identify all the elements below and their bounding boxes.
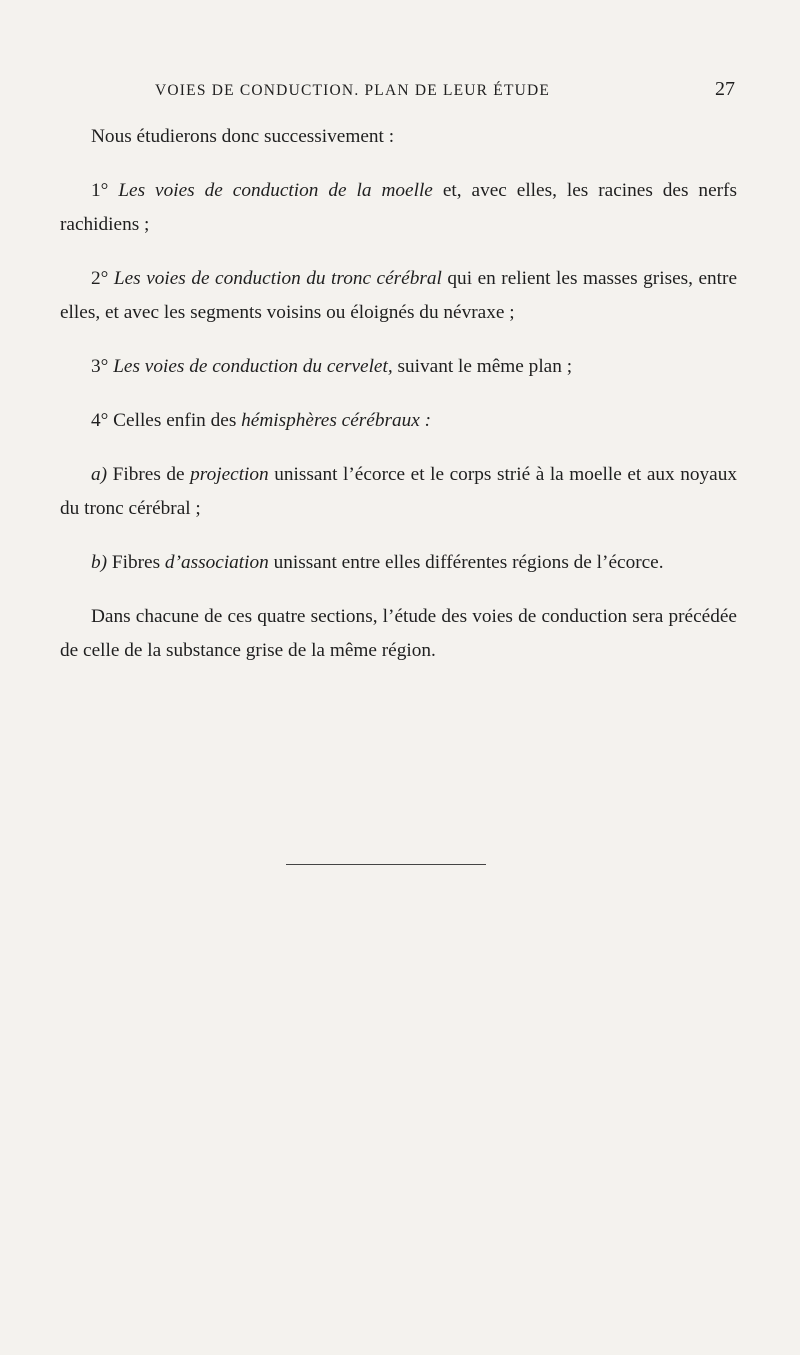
body-text [60,120,737,688]
intro-paragraph [60,120,737,154]
item-b-paragraph [60,546,737,580]
item-2-rest: qui en relient les masses grises, entre elles, et avec les segments voisins ou éloignés du névraxe ; [60,268,738,323]
item-4-marker: 4° [91,410,109,431]
item-a-rest: unissant l’écorce et le corps strié à la moelle et aux noyaux du tronc cérébral ; [60,464,737,519]
footer-rule [286,864,486,865]
conclusion-text: Dans chacune de ces quatre sections, l’étude des voies de conduction sera précédée de celle de la substance grise de la même région. [60,606,737,661]
item-4-italic: hémisphères cérébraux : [241,410,432,431]
item-3-paragraph [60,350,737,384]
item-b-marker: b) [91,552,108,573]
item-2-marker: 2° [91,268,109,289]
item-b-rest: unissant entre elles différentes régions de l’écorce. [268,552,664,573]
item-2-paragraph [60,262,737,330]
conclusion-paragraph [60,600,737,668]
item-a-text: Fibres de [107,464,191,485]
item-2-italic: Les voies de conduction du tronc cérébral [113,268,442,289]
running-head [60,78,735,108]
page-number: 27 [715,78,735,100]
item-1-paragraph [60,174,737,242]
item-a-paragraph [60,458,737,526]
item-4-paragraph [60,404,737,438]
item-3-marker: 3° [91,356,109,377]
item-1-rest: et, avec elles, les racines des nerfs rachidiens ; [60,180,737,235]
intro-text: Nous étudierons donc successivement : [91,126,395,147]
item-a-italic: projection [190,464,269,485]
item-b-text: Fibres [107,552,165,573]
item-1-marker: 1° [91,180,109,201]
item-b-italic: d’association [164,552,269,573]
item-3-italic: Les voies de conduction du cervelet, [113,356,393,377]
item-4-text: Celles enfin des [108,410,242,431]
header-title: VOIES DE CONDUCTION. PLAN DE LEUR ÉTUDE [155,82,551,99]
item-a-marker: a) [91,464,108,485]
item-1-italic: Les voies de conduction de la moelle [118,180,433,201]
item-3-rest: suivant le même plan ; [392,356,573,377]
